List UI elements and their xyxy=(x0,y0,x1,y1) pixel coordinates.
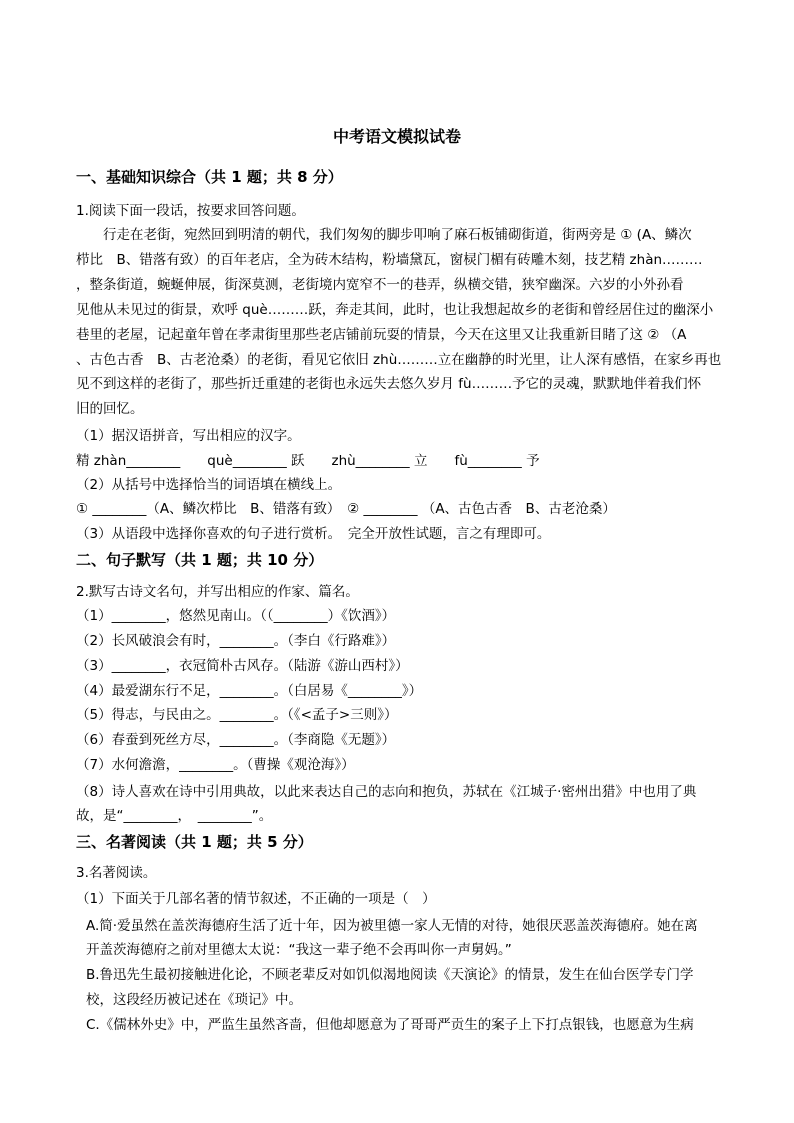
text-line: 2.默写古诗文名句，并写出相应的作家、篇名。 xyxy=(76,584,359,600)
text-line: （1）下面关于几部名著的情节叙述，不正确的一项是（ ） xyxy=(76,891,436,907)
text-line: （2）长风破浪会有时，________。（李白《行路难》） xyxy=(76,633,396,649)
section-1-heading: 一、基础知识综合（共 1 题；共 8 分） xyxy=(76,168,343,186)
text-line: 旧的回忆。 xyxy=(76,401,144,417)
text-line: C.《儒林外史》中，严监生虽然吝啬，但他却愿意为了哥哥严贡生的案子上下打点银钱，也愿意为生病 xyxy=(86,1017,694,1033)
text-line: 故，是“________， ________”。 xyxy=(76,808,273,824)
page-title: 中考语文模拟试卷 xyxy=(332,127,461,146)
text-line: （6）春蚕到死丝方尽，________。（李商隐《无题》） xyxy=(76,732,396,748)
text-line: 3.名著阅读。 xyxy=(76,865,157,881)
text-line: 巷里的老屋，记起童年曾在孝肃街里那些老店铺前玩耍的情景，今天在这里又让我重新目睹了这 ② （A xyxy=(76,327,687,343)
text-line: 开盖茨海德府之前对里德太太说：“我这一辈子绝不会再叫你一声舅妈。” xyxy=(86,942,512,958)
text-line: ，整条街道，蜿蜒伸展，街深莫测，老街境内宽窄不一的巷弄，纵横交错，狭窄幽深。六岁的小外孙看 xyxy=(76,277,684,293)
text-line: （1）________，悠然见南山。（（________）《饮酒》） xyxy=(76,608,396,624)
text-line: （7）水何澹澹，________。（曹操《观沧海》） xyxy=(76,757,355,773)
text-line: 精 zhàn________ què________ 跃 zhù________ 立 fù________ 予 xyxy=(76,453,540,469)
text-line: 栉比 B、错落有致）的百年老店，全为砖木结构，粉墙黛瓦，窗棂门楣有砖雕木刻，技艺精 zhàn……… xyxy=(76,252,703,268)
text-line: （4）最爱湖东行不足，________。（白居易《________》） xyxy=(76,683,423,699)
text-line: 校，这段经历被记述在《琐记》中。 xyxy=(86,992,302,1008)
text-line: （3）________，衣冠简朴古风存。（陆游《游山西村》） xyxy=(76,658,409,674)
text-line: （5）得志，与民由之。________。（《<孟子>三则》） xyxy=(76,707,398,723)
text-line: 、古色古香 B、古老沧桑）的老街，看见它依旧 zhù………立在幽静的时光里，让人深有感悟，在家乡再也 xyxy=(76,352,722,368)
section-2-heading: 二、句子默写（共 1 题；共 10 分） xyxy=(76,551,324,569)
text-line: （8）诗人喜欢在诗中引用典故，以此来表达自己的志向和抱负，苏轼在《江城子·密州出猎》中也用了典 xyxy=(76,784,697,800)
text-line: 见不到这样的老街了，那些折迁重建的老街也永远失去悠久岁月 fù………予它的灵魂，默默地伴着我们怀 xyxy=(76,376,702,392)
text-line: （3）从语段中选择你喜欢的句子进行赏析。 完全开放性试题，言之有理即可。 xyxy=(76,526,551,542)
text-line: B.鲁迅先生最初接触进化论，不顾老辈反对如饥似渴地阅读《天演论》的情景，发生在仙台医学专门学 xyxy=(86,967,694,983)
text-line: A.简·爱虽然在盖茨海德府生活了近十年，因为被里德一家人无情的对待，她很厌恶盖茨海德府。她在离 xyxy=(86,918,698,934)
text-line: 行走在老街，宛然回到明清的朝代，我们匆匆的脚步叩响了麻石板铺砌街道，街两旁是 ① (A、鳞次 xyxy=(76,227,692,243)
text-line: 见他从未见过的街景，欢呼 què………跃，奔走其间，此时，也让我想起故乡的老街和曾经居住过的幽深小 xyxy=(76,302,714,318)
text-line: 1.阅读下面一段话，按要求回答问题。 xyxy=(76,203,305,219)
text-line: （1）据汉语拼音，写出相应的汉字。 xyxy=(76,428,301,444)
section-3-heading: 三、名著阅读（共 1 题；共 5 分） xyxy=(76,833,313,851)
text-line: （2）从括号中选择恰当的词语填在横线上。 xyxy=(76,477,342,493)
text-line: ① ________（A、鳞次栉比 B、错落有致） ② ________ （A、古色古香 B、古老沧桑） xyxy=(76,501,616,517)
